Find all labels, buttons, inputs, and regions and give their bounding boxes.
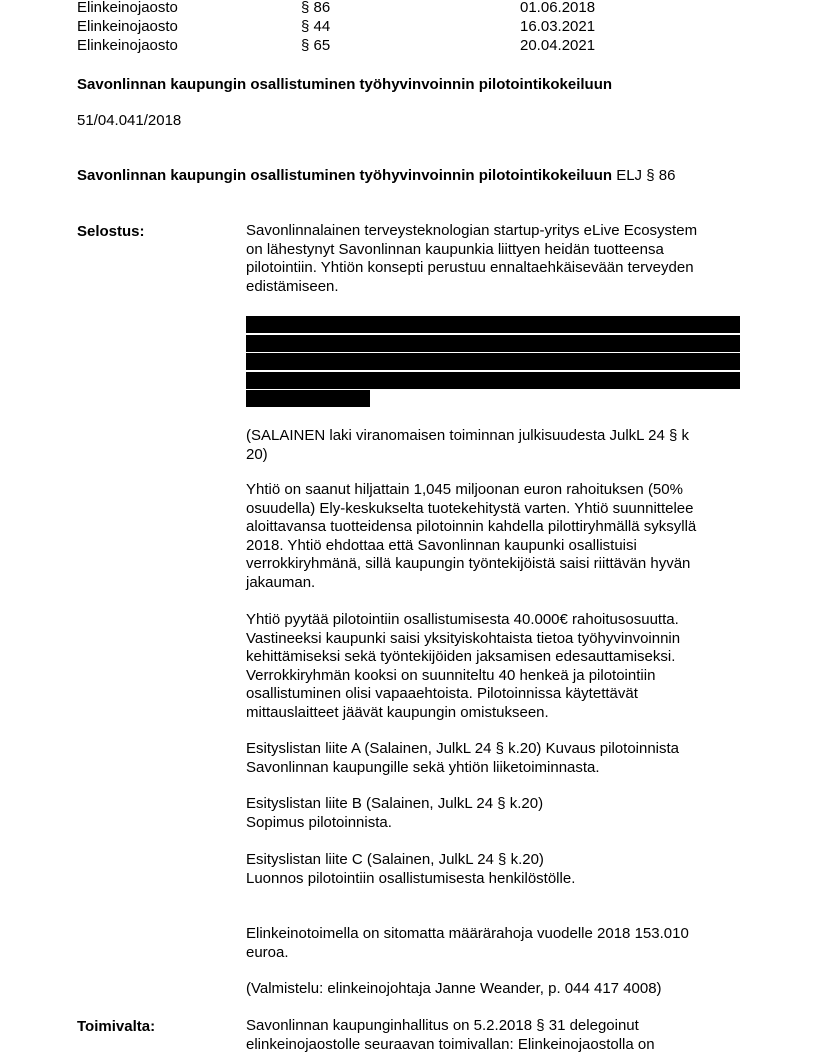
redaction-bar [246,390,370,407]
record-number: 51/04.041/2018 [77,112,182,129]
text-line: Elinkeinotoimella on sitomatta määrärahoja vuodelle 2018 153.010 [246,925,689,942]
text-line: euroa. [246,943,289,961]
attachment-c [246,851,746,888]
redaction-bar [246,353,740,370]
meeting-body: Elinkeinojaosto [77,37,178,54]
text-line: osuudella) Ely-keskukselta tuotekehitystä varten. Yhtiö suunnittelee [246,499,694,517]
text-line: elinkeinojaostolle seuraavan toimivallan: Elinkeinojaostolla on [246,1035,655,1053]
text-line: Esityslistan liite A (Salainen, JulkL 24 § k.20) Kuvaus pilotoinnista [246,740,680,757]
toimivalta-label: Toimivalta: [77,1018,156,1035]
text-line: aloittavansa tuotteidensa pilotoinnin kahdella pilottiryhmällä syksyllä [246,518,697,536]
text-line: pilotointiin. Yhtiön konsepti perustuu ennaltaehkäisevään terveyden [246,259,694,277]
meeting-section: § 65 [301,37,331,54]
text-line: Esityslistan liite C (Salainen, JulkL 24 § k.20) [246,851,544,868]
meeting-date: 01.06.2018 [520,0,596,16]
text-line: Savonlinnan kaupunginhallitus on 5.2.2018 § 31 delegoinut [246,1017,639,1034]
text-line: Savonlinnan kaupungille sekä yhtiön liiketoiminnasta. [246,758,600,776]
text-line: jakauman. [246,573,316,591]
text-line: verrokkiryhmänä, sillä kaupungin työntekijöistä saisi riittävän hyvän [246,555,691,573]
meeting-date: 16.03.2021 [520,18,596,35]
text-line: Luonnos pilotointiin osallistumisesta henkilöstölle. [246,869,576,887]
request-paragraph [246,611,746,723]
meeting-body: Elinkeinojaosto [77,18,178,35]
confidential-note [246,427,746,464]
redaction-bar [246,316,740,333]
text-line: (Valmistelu: elinkeinojohtaja Janne Weander, p. 044 417 4008) [246,980,662,997]
text-line: Savonlinnalainen terveysteknologian startup-yritys eLive Ecosystem [246,222,698,239]
budget-paragraph [246,925,746,962]
text-line: mittauslaitteet jäävät kaupungin omistukseen. [246,703,549,721]
meeting-body: Elinkeinojaosto [77,0,178,16]
attachment-a [246,740,746,777]
section-heading [77,166,675,185]
redaction-bar [246,372,740,389]
intro-paragraph [246,222,746,296]
section-heading-ref: ELJ § 86 [612,167,676,184]
meeting-section: § 86 [301,0,331,16]
text-line: edistämiseen. [246,277,339,295]
attachment-b [246,795,746,832]
meeting-section: § 44 [301,18,331,35]
text-line: kehittämiseksi sekä työntekijöiden jaksamisen edesauttamiseksi. [246,648,676,666]
meeting-date: 20.04.2021 [520,37,596,54]
selostus-label: Selostus: [77,223,145,240]
text-line: Sopimus pilotoinnista. [246,813,392,831]
toimivalta-paragraph [246,1017,746,1054]
page-title: Savonlinnan kaupungin osallistuminen työhyvinvoinnin pilotointikokeiluun [77,76,613,93]
text-line: Vastineeksi kaupunki saisi yksityiskohtaista tietoa työhyvinvoinnin [246,629,681,647]
funding-paragraph [246,481,746,593]
text-line: 20) [246,445,268,463]
text-line: 2018. Yhtiö ehdottaa että Savonlinnan kaupunki osallistuisi [246,536,637,554]
text-line: Yhtiö pyytää pilotointiin osallistumisesta 40.000€ rahoitusosuutta. [246,611,679,628]
text-line: Verrokkiryhmän kooksi on suunniteltu 40 henkeä ja pilotointiin [246,666,656,684]
section-heading-title: Savonlinnan kaupungin osallistuminen työhyvinvoinnin pilotointikokeiluun [77,167,613,184]
redaction-bar [246,335,740,352]
text-line: on lähestynyt Savonlinnan kaupunkia liittyen heidän tuotteensa [246,240,664,258]
preparer-note [246,980,746,999]
text-line: Yhtiö on saanut hiljattain 1,045 miljoonan euron rahoituksen (50% [246,481,683,498]
text-line: (SALAINEN laki viranomaisen toiminnan julkisuudesta JulkL 24 § k [246,427,689,444]
text-line: Esityslistan liite B (Salainen, JulkL 24 § k.20) [246,795,544,812]
text-line: osallistuminen olisi vapaaehtoista. Pilotoinnissa käytettävät [246,685,638,703]
